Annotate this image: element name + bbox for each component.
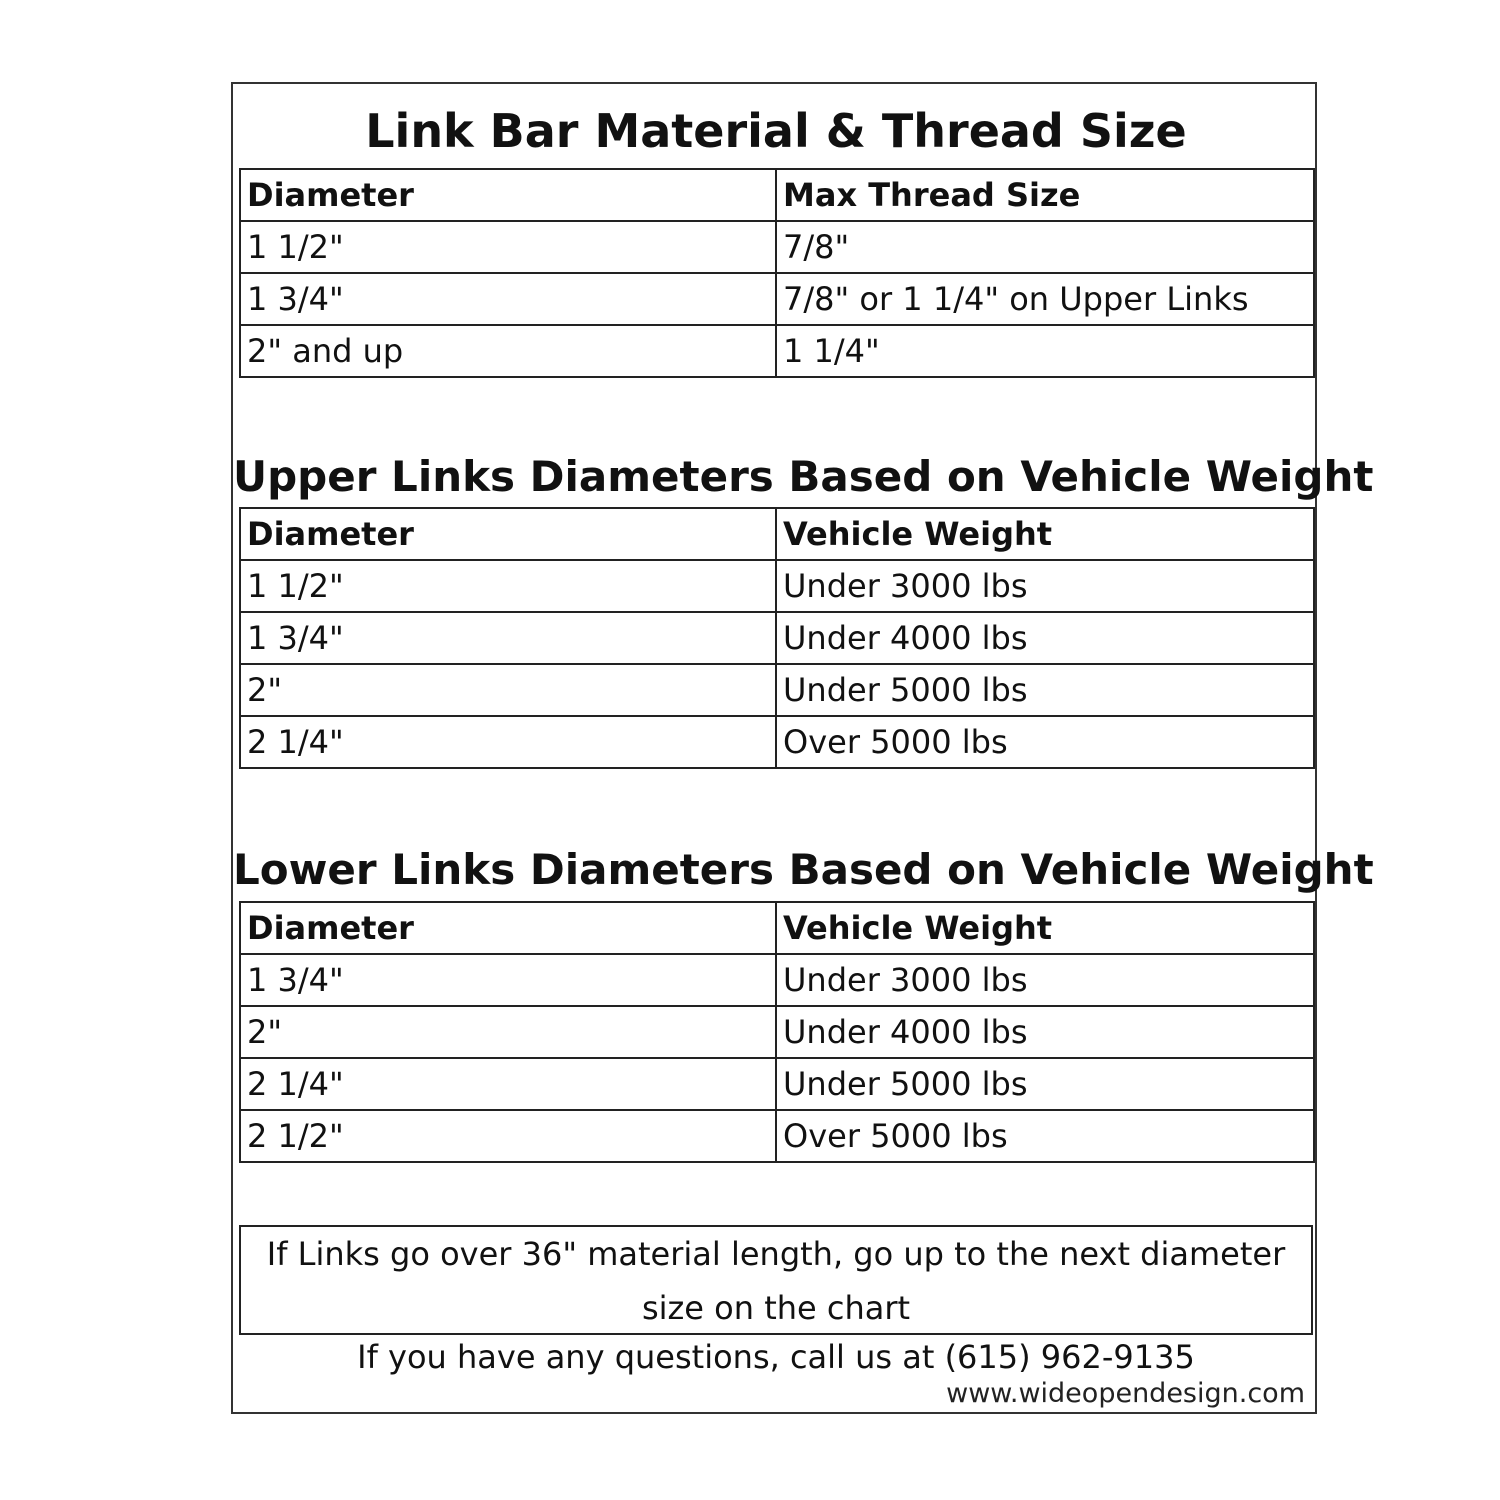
diameter-cell: 2" and up (240, 325, 776, 377)
vehicle-weight-cell: Over 5000 lbs (776, 716, 1314, 768)
lower-links-title: Lower Links Diameters Based on Vehicle Weight (233, 845, 1374, 894)
vehicle-weight-cell: Under 5000 lbs (776, 1058, 1314, 1110)
thread-size-cell: 1 1/4" (776, 325, 1314, 377)
diameter-cell: 2 1/4" (240, 716, 776, 768)
column-header: Max Thread Size (776, 169, 1314, 221)
diameter-cell: 1 3/4" (240, 273, 776, 325)
material-length-note: If Links go over 36" material length, go up to the next diameter size on the chart (239, 1225, 1313, 1335)
vehicle-weight-cell: Under 3000 lbs (776, 560, 1314, 612)
table-header-row (240, 902, 1314, 954)
table-row (240, 954, 1314, 1006)
table-header-row (240, 508, 1314, 560)
column-header: Diameter (240, 508, 776, 560)
vehicle-weight-cell: Under 4000 lbs (776, 1006, 1314, 1058)
table-row (240, 1110, 1314, 1162)
diameter-cell: 2 1/2" (240, 1110, 776, 1162)
column-header: Vehicle Weight (776, 902, 1314, 954)
contact-line: If you have any questions, call us at (615) 962-9135 (357, 1338, 1195, 1376)
diameter-cell: 1 1/2" (240, 560, 776, 612)
column-header: Diameter (240, 902, 776, 954)
table-row (240, 560, 1314, 612)
table-row (240, 612, 1314, 664)
column-header: Vehicle Weight (776, 508, 1314, 560)
diameter-cell: 1 3/4" (240, 954, 776, 1006)
table-row (240, 325, 1314, 377)
vehicle-weight-cell: Under 3000 lbs (776, 954, 1314, 1006)
table-row (240, 1058, 1314, 1110)
table-row (240, 273, 1314, 325)
column-header: Diameter (240, 169, 776, 221)
diameter-cell: 2" (240, 664, 776, 716)
thread-size-title: Link Bar Material & Thread Size (365, 104, 1187, 158)
lower-links-table (239, 901, 1315, 1163)
vehicle-weight-cell: Under 5000 lbs (776, 664, 1314, 716)
diameter-cell: 2" (240, 1006, 776, 1058)
vehicle-weight-cell: Over 5000 lbs (776, 1110, 1314, 1162)
table-row (240, 664, 1314, 716)
upper-links-table (239, 507, 1315, 769)
thread-size-cell: 7/8" (776, 221, 1314, 273)
diameter-cell: 2 1/4" (240, 1058, 776, 1110)
thread-size-table (239, 168, 1315, 378)
table-row (240, 716, 1314, 768)
website-url: www.wideopendesign.com (946, 1378, 1305, 1409)
table-row (240, 1006, 1314, 1058)
vehicle-weight-cell: Under 4000 lbs (776, 612, 1314, 664)
upper-links-title: Upper Links Diameters Based on Vehicle Weight (233, 452, 1374, 501)
thread-size-cell: 7/8" or 1 1/4" on Upper Links (776, 273, 1314, 325)
diameter-cell: 1 3/4" (240, 612, 776, 664)
table-header-row (240, 169, 1314, 221)
table-row (240, 221, 1314, 273)
diameter-cell: 1 1/2" (240, 221, 776, 273)
link-bar-chart-sheet (231, 82, 1374, 1414)
